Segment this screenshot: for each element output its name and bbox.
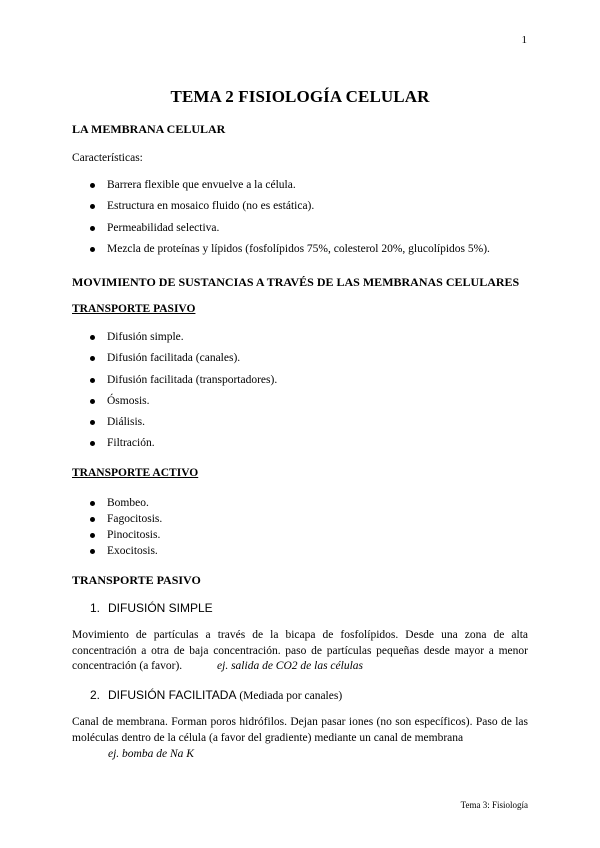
- numbered-item-facilitated-diffusion: [90, 687, 342, 705]
- list-item: Pinocitosis.: [0, 528, 162, 544]
- list-item: Barrera flexible que envuelve a la célula.: [0, 178, 490, 199]
- example-text: ej. salida de CO2 de las células: [217, 660, 363, 673]
- item-number: 1.: [90, 601, 101, 615]
- list-item: Permeabilidad selectiva.: [0, 221, 490, 242]
- characteristics-list: [0, 178, 490, 263]
- page-number: 1: [521, 34, 527, 46]
- simple-diffusion-paragraph: [72, 628, 528, 675]
- page-title: TEMA 2 FISIOLOGÍA CELULAR: [170, 87, 430, 106]
- section-heading-membrane: LA MEMBRANA CELULAR: [72, 122, 226, 136]
- list-item: Difusión facilitada (canales).: [0, 351, 277, 372]
- list-item: Mezcla de proteínas y lípidos (fosfolípidos 75%, colesterol 20%, glucolípidos 5%).: [0, 242, 490, 263]
- list-item: Filtración.: [0, 436, 277, 457]
- item-number: 2.: [90, 688, 101, 702]
- item-label: DIFUSIÓN FACILITADA: [108, 688, 237, 702]
- example-text: ej. bomba de Na K: [108, 748, 194, 760]
- list-item: Fagocitosis.: [0, 512, 162, 528]
- list-item: Exocitosis.: [0, 544, 162, 560]
- list-item: Difusión simple.: [0, 330, 277, 351]
- facilitated-diffusion-paragraph: [72, 715, 528, 746]
- passive-transport-list: [0, 330, 277, 458]
- numbered-item-simple-diffusion: [90, 600, 213, 616]
- list-item: Bombeo.: [0, 496, 162, 512]
- section-heading-movement: MOVIMIENTO DE SUSTANCIAS A TRAVÉS DE LAS MEMBRANAS CELULARES: [72, 275, 520, 289]
- list-item: Diálisis.: [0, 415, 277, 436]
- list-item: Difusión facilitada (transportadores).: [0, 373, 277, 394]
- active-transport-list: [0, 496, 162, 560]
- section-heading-passive-transport: TRANSPORTE PASIVO: [72, 573, 201, 587]
- paragraph-text: Movimiento de partículas a través de la bicapa de fosfolípidos. Desde una zona de alta concentración a otra de baja concentración. paso de partículas pequeñas desde mayor a menor concentración (a favor).: [72, 629, 528, 673]
- item-label-suffix: (Mediada por canales): [236, 690, 343, 702]
- facilitated-diffusion-example: [108, 747, 528, 763]
- paragraph-text: Canal de membrana. Forman poros hidrófilos. Dejan pasar iones (no son específicos). Paso de las moléculas dentro de la célula (a favor del gradiente) mediante un canal de membrana: [72, 716, 528, 744]
- list-item: Ósmosis.: [0, 394, 277, 415]
- page-footer: Tema 3: Fisiología: [460, 800, 528, 810]
- item-label: DIFUSIÓN SIMPLE: [108, 601, 213, 615]
- list-item: Estructura en mosaico fluido (no es estática).: [0, 199, 490, 220]
- subheading-active-transport: TRANSPORTE ACTIVO: [72, 467, 199, 479]
- characteristics-intro: Características:: [72, 152, 143, 164]
- subheading-passive-transport: TRANSPORTE PASIVO: [72, 303, 196, 315]
